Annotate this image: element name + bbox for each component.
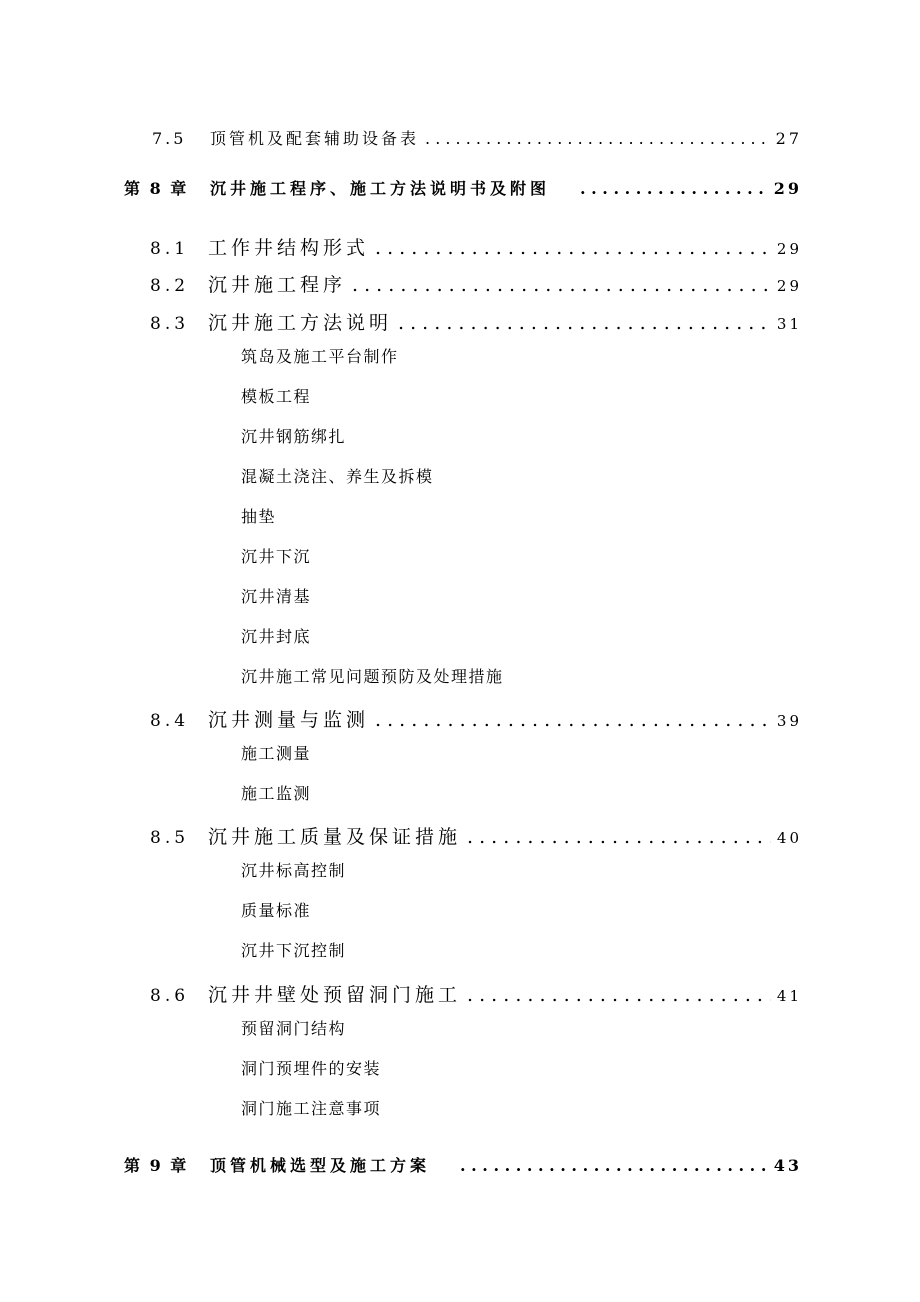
toc-entry-8-5[interactable]	[150, 822, 802, 849]
toc-page: 29	[776, 277, 802, 295]
toc-entry-chapter-8[interactable]	[124, 176, 802, 199]
toc-title: 沉井井壁处预留洞门施工	[208, 984, 462, 1006]
toc-title: 顶管机械选型及施工方案	[210, 1156, 431, 1175]
toc-subitem[interactable]: 沉井下沉	[241, 547, 312, 566]
toc-subitem[interactable]: 模板工程	[241, 387, 312, 406]
toc-page: 43	[773, 1156, 802, 1175]
toc-subitem[interactable]: 混凝土浇注、养生及拆模	[241, 467, 434, 486]
toc-title: 沉井施工程序	[208, 274, 347, 296]
toc-leader	[460, 1156, 768, 1175]
toc-number: 8.4	[150, 711, 190, 731]
toc-leader	[580, 179, 768, 198]
toc-subitem[interactable]: 沉井标高控制	[241, 861, 347, 880]
toc-leader	[375, 237, 771, 259]
toc-number: 8.6	[150, 986, 190, 1006]
toc-page: 27	[775, 129, 802, 148]
toc-leader	[398, 312, 771, 334]
toc-page: 31	[776, 315, 802, 333]
toc-subitem[interactable]: 施工监测	[241, 784, 312, 803]
toc-entry-8-2[interactable]	[150, 270, 802, 297]
toc-subitem[interactable]: 沉井清基	[241, 587, 312, 606]
toc-leader	[467, 984, 771, 1006]
toc-leader	[352, 274, 771, 296]
toc-title: 沉井施工质量及保证措施	[208, 826, 462, 848]
toc-title: 工作井结构形式	[208, 237, 370, 259]
toc-page: 29	[776, 240, 802, 258]
toc-number: 8.2	[150, 276, 190, 296]
toc-subitem[interactable]: 沉井施工常见问题预防及处理措施	[241, 667, 504, 686]
toc-page: 39	[776, 712, 802, 730]
toc-subitem[interactable]: 质量标准	[241, 901, 312, 920]
toc-entry-7-5[interactable]	[152, 126, 802, 149]
toc-entry-8-1[interactable]	[150, 233, 802, 260]
toc-page: 41	[776, 987, 802, 1005]
toc-subitem[interactable]: 洞门施工注意事项	[241, 1099, 382, 1118]
toc-subitem[interactable]: 洞门预埋件的安装	[241, 1059, 382, 1078]
toc-title: 顶管机及配套辅助设备表	[210, 129, 420, 148]
toc-title: 沉井施工方法说明	[208, 312, 393, 334]
toc-chapter-number: 第 9 章	[124, 1156, 189, 1175]
toc-entry-8-4[interactable]	[150, 705, 802, 732]
toc-leader	[425, 129, 770, 148]
toc-chapter-number: 第 8 章	[124, 179, 189, 198]
toc-subitem[interactable]: 沉井封底	[241, 627, 312, 646]
toc-number: 8.5	[150, 828, 190, 848]
toc-subitem[interactable]: 筑岛及施工平台制作	[241, 347, 399, 366]
toc-number: 7.5	[152, 129, 187, 148]
toc-subitem[interactable]: 施工测量	[241, 744, 312, 763]
toc-entry-chapter-9[interactable]	[124, 1153, 802, 1176]
toc-subitem[interactable]: 抽垫	[241, 507, 277, 526]
toc-leader	[375, 709, 771, 731]
toc-title: 沉井测量与监测	[208, 709, 370, 731]
toc-title: 沉井施工程序、施工方法说明书及附图	[210, 179, 551, 198]
toc-entry-8-6[interactable]	[150, 980, 802, 1007]
toc-entry-8-3[interactable]	[150, 308, 802, 335]
toc-subitem[interactable]: 预留洞门结构	[241, 1019, 347, 1038]
toc-page: 29	[773, 179, 802, 198]
toc-number: 8.3	[150, 314, 190, 334]
toc-subitem[interactable]: 沉井钢筋绑扎	[241, 427, 347, 446]
toc-number: 8.1	[150, 239, 190, 259]
toc-page: 40	[776, 829, 802, 847]
toc-leader	[467, 826, 771, 848]
toc-subitem[interactable]: 沉井下沉控制	[241, 941, 347, 960]
